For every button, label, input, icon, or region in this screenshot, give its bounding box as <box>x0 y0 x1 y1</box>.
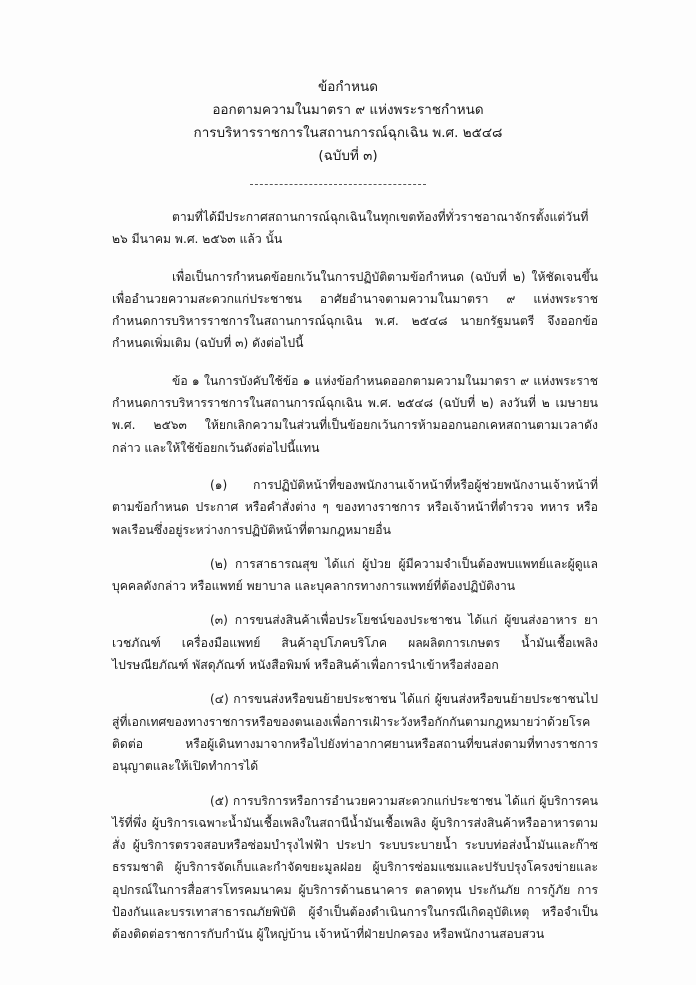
document-header <box>0 76 696 168</box>
header-title: ข้อกำหนด <box>318 79 378 95</box>
list-item: (๓) การขนส่งสินค้าเพื่อประโยชน์ของประชาชน ได้แก่ ผู้ขนส่งอาหาร ยา เวชภัณฑ์ เครื่องมือแพทย์ สินค้าอุปโภคบริโภค ผลผลิตการเกษตร น้ำมันเชื้อเพลิง ไปรษณียภัณฑ์ พัสดุภัณฑ์ หนังสือพิมพ์ หรือสินค้าเพื่อการนำเข้าหรือส่งออก <box>112 613 598 673</box>
paragraph-preamble: ตามที่ได้มีประกาศสถานการณ์ฉุกเฉินในทุกเขตท้องที่ทั่วราชอาณาจักรตั้งแต่วันที่ ๒๖ มีนาคม พ.ศ. ๒๕๖๓ แล้ว นั้น <box>112 210 589 247</box>
paragraph-clause-1: ข้อ ๑ ในการบังคับใช้ข้อ ๑ แห่งข้อกำหนดออกตามความในมาตรา ๙ แห่งพระราชกำหนดการบริหารราชการในสถานการณ์ฉุกเฉิน พ.ศ. ๒๕๔๘ (ฉบับที่ ๒) ลงวันที่ ๒ เมษายน พ.ศ. ๒๕๖๓ ให้ยกเลิกความในส่วนที่เป็นข้อยกเว้นการห้ามออกนอกเคหสถานตามเวลาดังกล่าว และให้ใช้ข้อยกเว้นดังต่อไปนี้แทน <box>112 373 598 455</box>
list-item: (๔) การขนส่งหรือขนย้ายประชาชน ได้แก่ ผู้ขนส่งหรือขนย้ายประชาชนไปสู่ที่เอกเทศของทางราชการหรือของตนเองเพื่อการเฝ้าระวังหรือกักกันตามกฎหมายว่าด้วยโรคติดต่อ หรือผู้เดินทางมาจากหรือไปยังท่าอากาศยานหรือสถานที่ขนส่งตามที่ทางราชการอนุญาตและให้เปิดทำการได้ <box>112 692 598 774</box>
header-divider <box>250 184 426 185</box>
header-subtitle-section: ออกตามความในมาตรา ๙ แห่งพระราชกำหนด <box>212 102 484 118</box>
header-subtitle-act: การบริหารราชการในสถานการณ์ฉุกเฉิน พ.ศ. ๒๕๔๘ <box>193 125 503 141</box>
list-item: (๒) การสาธารณสุข ได้แก่ ผู้ป่วย ผู้มีความจำเป็นต้องพบแพทย์และผู้ดูแลบุคคลดังกล่าว หรือแพทย์ พยาบาล และบุคลากรทางการแพทย์ที่ต้องปฏิบัติงาน <box>112 556 598 594</box>
header-edition: (ฉบับที่ ๓) <box>318 148 378 164</box>
list-item: (๑) การปฏิบัติหน้าที่ของพนักงานเจ้าหน้าที่หรือผู้ช่วยพนักงานเจ้าหน้าที่ตามข้อกำหนด ประกาศ หรือคำสั่งต่าง ๆ ของทางราชการ หรือเจ้าหน้าที่ตำรวจ ทหาร หรือพลเรือนซึ่งอยู่ระหว่างการปฏิบัติหน้าที่ตามกฎหมายอื่น <box>112 477 598 537</box>
document-body <box>112 206 598 958</box>
paragraph-purpose: เพื่อเป็นการกำหนดข้อยกเว้นในการปฏิบัติตามข้อกำหนด (ฉบับที่ ๒) ให้ชัดเจนขึ้น เพื่ออำนวยความสะดวกแก่ประชาชน อาศัยอำนาจตามความในมาตรา ๙ แห่งพระราชกำหนดการบริหารราชการในสถานการณ์ฉุกเฉิน พ.ศ. ๒๕๔๘ นายกรัฐมนตรี จึงออกข้อกำหนดเพิ่มเติม (ฉบับที่ ๓) ดังต่อไปนี้ <box>112 269 598 351</box>
list-item: (๕) การบริการหรือการอำนวยความสะดวกแก่ประชาชน ได้แก่ ผู้บริการคนไร้ที่พึ่ง ผู้บริการเฉพาะน้ำมันเชื้อเพลิงในสถานีน้ำมันเชื้อเพลิง ผู้บริการส่งสินค้าหรืออาหารตามสั่ง ผู้บริการตรวจสอบหรือซ่อมบำรุงไฟฟ้า ประปา ระบบระบายน้ำ ระบบท่อส่งน้ำมันและก๊าซธรรมชาติ ผู้บริการจัดเก็บและกำจัดขยะมูลฝอย ผู้บริการซ่อมแซมและปรับปรุงโครงข่ายและอุปกรณ์ในการสื่อสารโทรคมนาคม ผู้บริการด้านธนาคาร ตลาดทุน ประกันภัย การกู้ภัย การป้องกันและบรรเทาสาธารณภัยพิบัติ ผู้จำเป็นต้องดำเนินการในกรณีเกิดอุบัติเหตุ หรือจำเป็นต้องติดต่อราชการกับกำนัน ผู้ใหญ่บ้าน เจ้าหน้าที่ฝ่ายปกครอง หรือพนักงานสอบสวน <box>112 793 598 942</box>
